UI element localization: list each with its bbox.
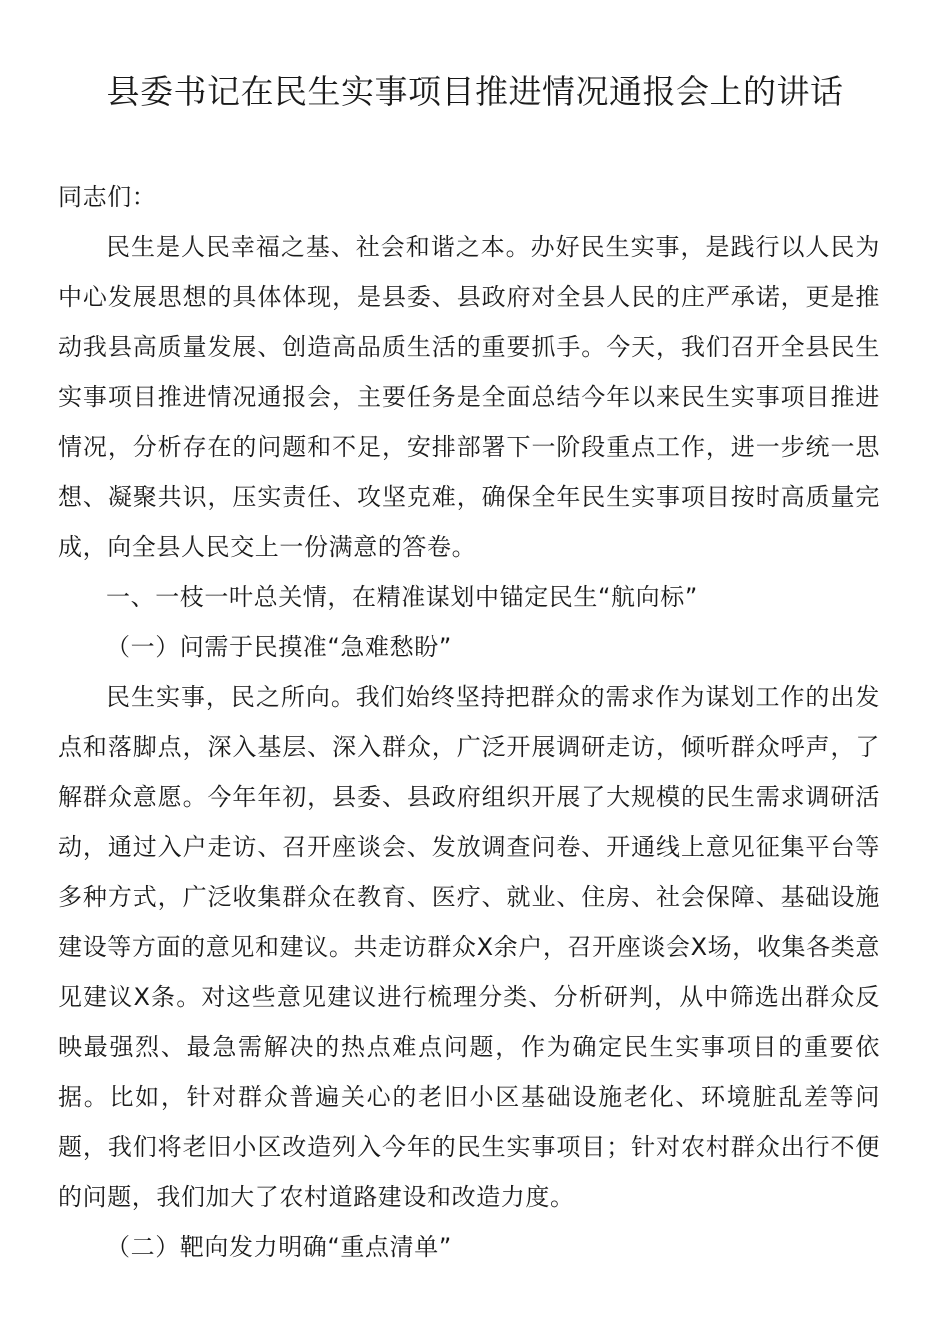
subsection-1-heading: （一）问需于民摸准“急难愁盼” — [106, 633, 452, 661]
salutation: 同志们： — [58, 183, 157, 211]
intro-paragraph: 民生是人民幸福之基、社会和谐之本。办好民生实事，是践行以人民为中心发展思想的具体体现，是县委、县政府对全县人民的庄严承诺，更是推动我县高质量发展、创造高品质生活的重要抓手。今天，我们召开全县民生实事项目推进情况通报会，主要任务是全面总结今年以来民生实事项目推进情况，分析存在的问题和不足，安排部署下一阶段重点工作，进一步统一思想、凝聚共识，压实责任、攻坚克难，确保全年民生实事项目按时高质量完成，向全县人民交上一份满意的答卷。 — [58, 233, 880, 561]
document-title: 县委书记在民生实事项目推进情况通报会上的讲话 — [106, 72, 844, 111]
subsection-2-heading: （二）靶向发力明确“重点清单” — [106, 1233, 452, 1261]
section-1-heading: 一、一枝一叶总关情，在精准谋划中锚定民生“航向标” — [106, 583, 698, 611]
subsection-1-paragraph: 民生实事，民之所向。我们始终坚持把群众的需求作为谋划工作的出发点和落脚点，深入基层、深入群众，广泛开展调研走访，倾听群众呼声，了解群众意愿。今年年初，县委、县政府组织开展了大规模的民生需求调研活动，通过入户走访、召开座谈会、发放调查问卷、开通线上意见征集平台等多种方式，广泛收集群众在教育、医疗、就业、住房、社会保障、基础设施建设等方面的意见和建议。共走访群众X余户，召开座谈会X场，收集各类意见建议X条。对这些意见建议进行梳理分类、分析研判，从中筛选出群众反映最强烈、最急需解决的热点难点问题，作为确定民生实事项目的重要依据。比如，针对群众普遍关心的老旧小区基础设施老化、环境脏乱差等问题，我们将老旧小区改造列入今年的民生实事项目；针对农村群众出行不便的问题，我们加大了农村道路建设和改造力度。 — [58, 683, 880, 1211]
document-body — [58, 172, 880, 1272]
